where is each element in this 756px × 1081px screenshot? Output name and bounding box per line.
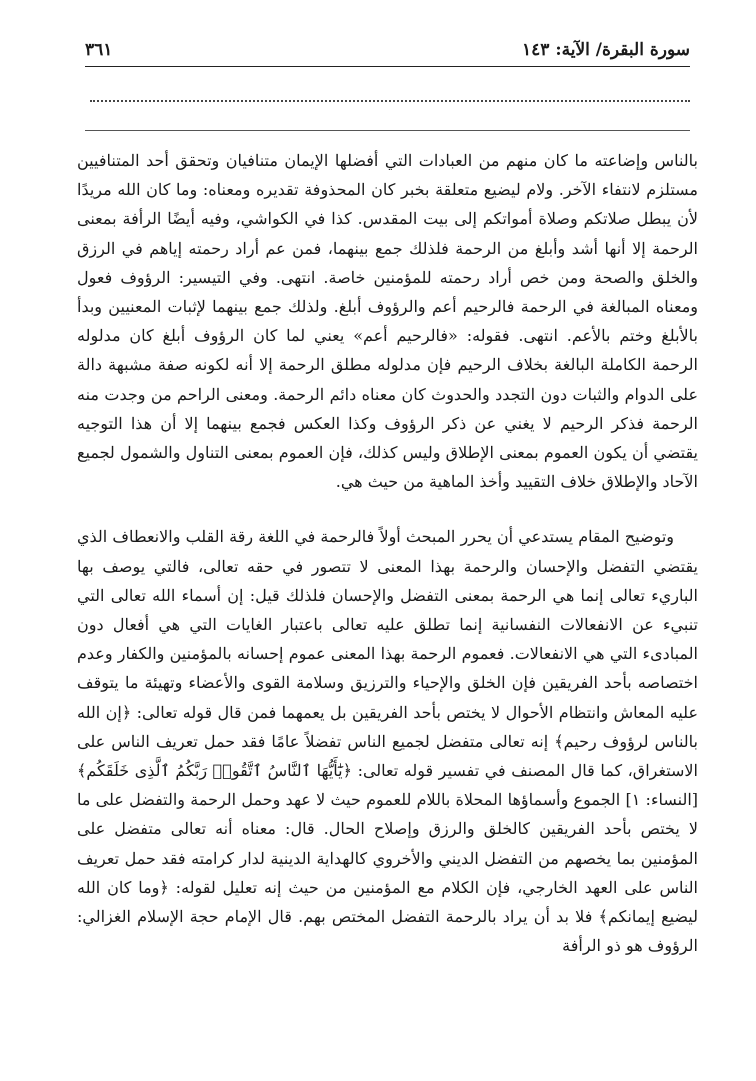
- paragraph-1: بالناس وإضاعته ما كان منهم من العبادات التي أفضلها الإيمان متنافيان وتحقق أحد المتنافيين مستلزم لانتفاء الآخر. ولام ليضيع متعلقة بخبر كان المحذوفة تقديره ومعناه: وما كان الله مريدًا لأن يبطل صلاتكم وصلاة أمواتكم إلى بيت المقدس. كذا في الكواشي، وفيه أيضًا الرأفة بمعنى الرحمة إلا أنها أشد وأبلغ من الرحمة فلذلك جمع بينهما، فمن عم أراد رحمته إياهم في الرزق والخلق والصحة ومن خص أراد رحمته للمؤمنين خاصة. انتهى. وفي التيسير: الرؤوف فعول ومعناه المبالغة في الرحمة فالرحيم أعم والرؤوف أبلغ. ولذلك جمع بينهما لإثبات المعنيين وبدأ بالأبلغ وختم بالأعم. انتهى. فقوله: «فالرحيم أعم» يعني لما كان الرؤوف أبلغ كان مدلوله الرحمة الكاملة البالغة بخلاف الرحيم فإن مدلوله مطلق الرحمة إلا أنه لكونه صفة مشبهة دالة على الدوام والثبات دون التجدد والحدوث كان معناه دائم الرحمة. ومعنى الراحم من وجدت منه الرحمة فذكر الرحيم لا يغني عن ذكر الرؤوف وكذا العكس فجمع بينهما إلا أن هذا التوجيه يقتضي أن يكون العموم بمعنى الإطلاق وليس كذلك، فإن العموم بمعنى التناول والشمول لجميع الآحاد والإطلاق خلاف التقييد وأخذ الماهية من حيث هي.: [77, 151, 699, 492]
- paragraph-2: وتوضيح المقام يستدعي أن يحرر المبحث أولاً فالرحمة في اللغة رقة القلب والانعطاف الذي يقتضي التفضل والإحسان والرحمة بهذا المعنى لا تتصور في حقه تعالى، فالتي يوصف بها الباريء تعالى إنما هي الرحمة بمعنى التفضل والإحسان فلذلك قيل: إن أسماء الله تعالى التي تنبيء عن الانفعالات النفسانية إنما تطلق عليه تعالى باعتبار الغايات التي هي أفعال دون المبادىء التي هي الانفعالات. فعموم الرحمة بهذا المعنى عموم إحسانه بالمؤمنين والكفار وعدم اختصاصه بأحد الفريقين فإن الخلق والإحياء والترزيق وسلامة القوى والأعضاء وتهيئة ما يتوقف عليه المعاش وانتظام الأحوال لا يختص بأحد الفريقين بل يعمهما فمن قال قوله تعالى: ﴿إن الله بالناس لرؤوف رحيم﴾ إنه تعالى متفضل لجميع الناس تفضلاً عامًا فقد حمل تعريف الناس على الاستغراق، كما قال المصنف في تفسير قوله تعالى: ﴿يَٰٓأَيُّهَا ٱلنَّاسُ ٱتَّقُوا۟ رَبَّكُمُ ٱلَّذِى خَلَقَكُم﴾ [النساء: ١] الجموع وأسماؤها المحلاة باللام للعموم حيث لا عهد وحمل الرحمة والتفضل على ما لا يختص بأحد الفريقين كالخلق والرزق وإصلاح الحال. قال: معناه أنه تعالى متفضل على المؤمنين بما يخصهم من التفضل الديني والأخروي كالهداية الدينية لدار كرامته فقد حمل تعريف الناس على العهد الخارجي، فإن الكلام مع المؤمنين من حيث إنه تعليل لقوله: ﴿وما كان الله ليضيع إيمانكم﴾ فلا بد أن يراد بالرحمة التفضل المختص بهم. قال الإمام حجة الإسلام الغزالي: الرؤوف هو ذو الرأفة: [77, 527, 699, 956]
- body-text: [77, 146, 698, 960]
- running-header: [85, 36, 690, 68]
- header-title: سورة البقرة/ الآية: ١٤٣: [522, 40, 690, 60]
- header-rule: [85, 66, 690, 67]
- section-rule: [85, 130, 690, 131]
- page-number: ٣٦١: [85, 40, 113, 60]
- dotted-separator: [90, 100, 690, 102]
